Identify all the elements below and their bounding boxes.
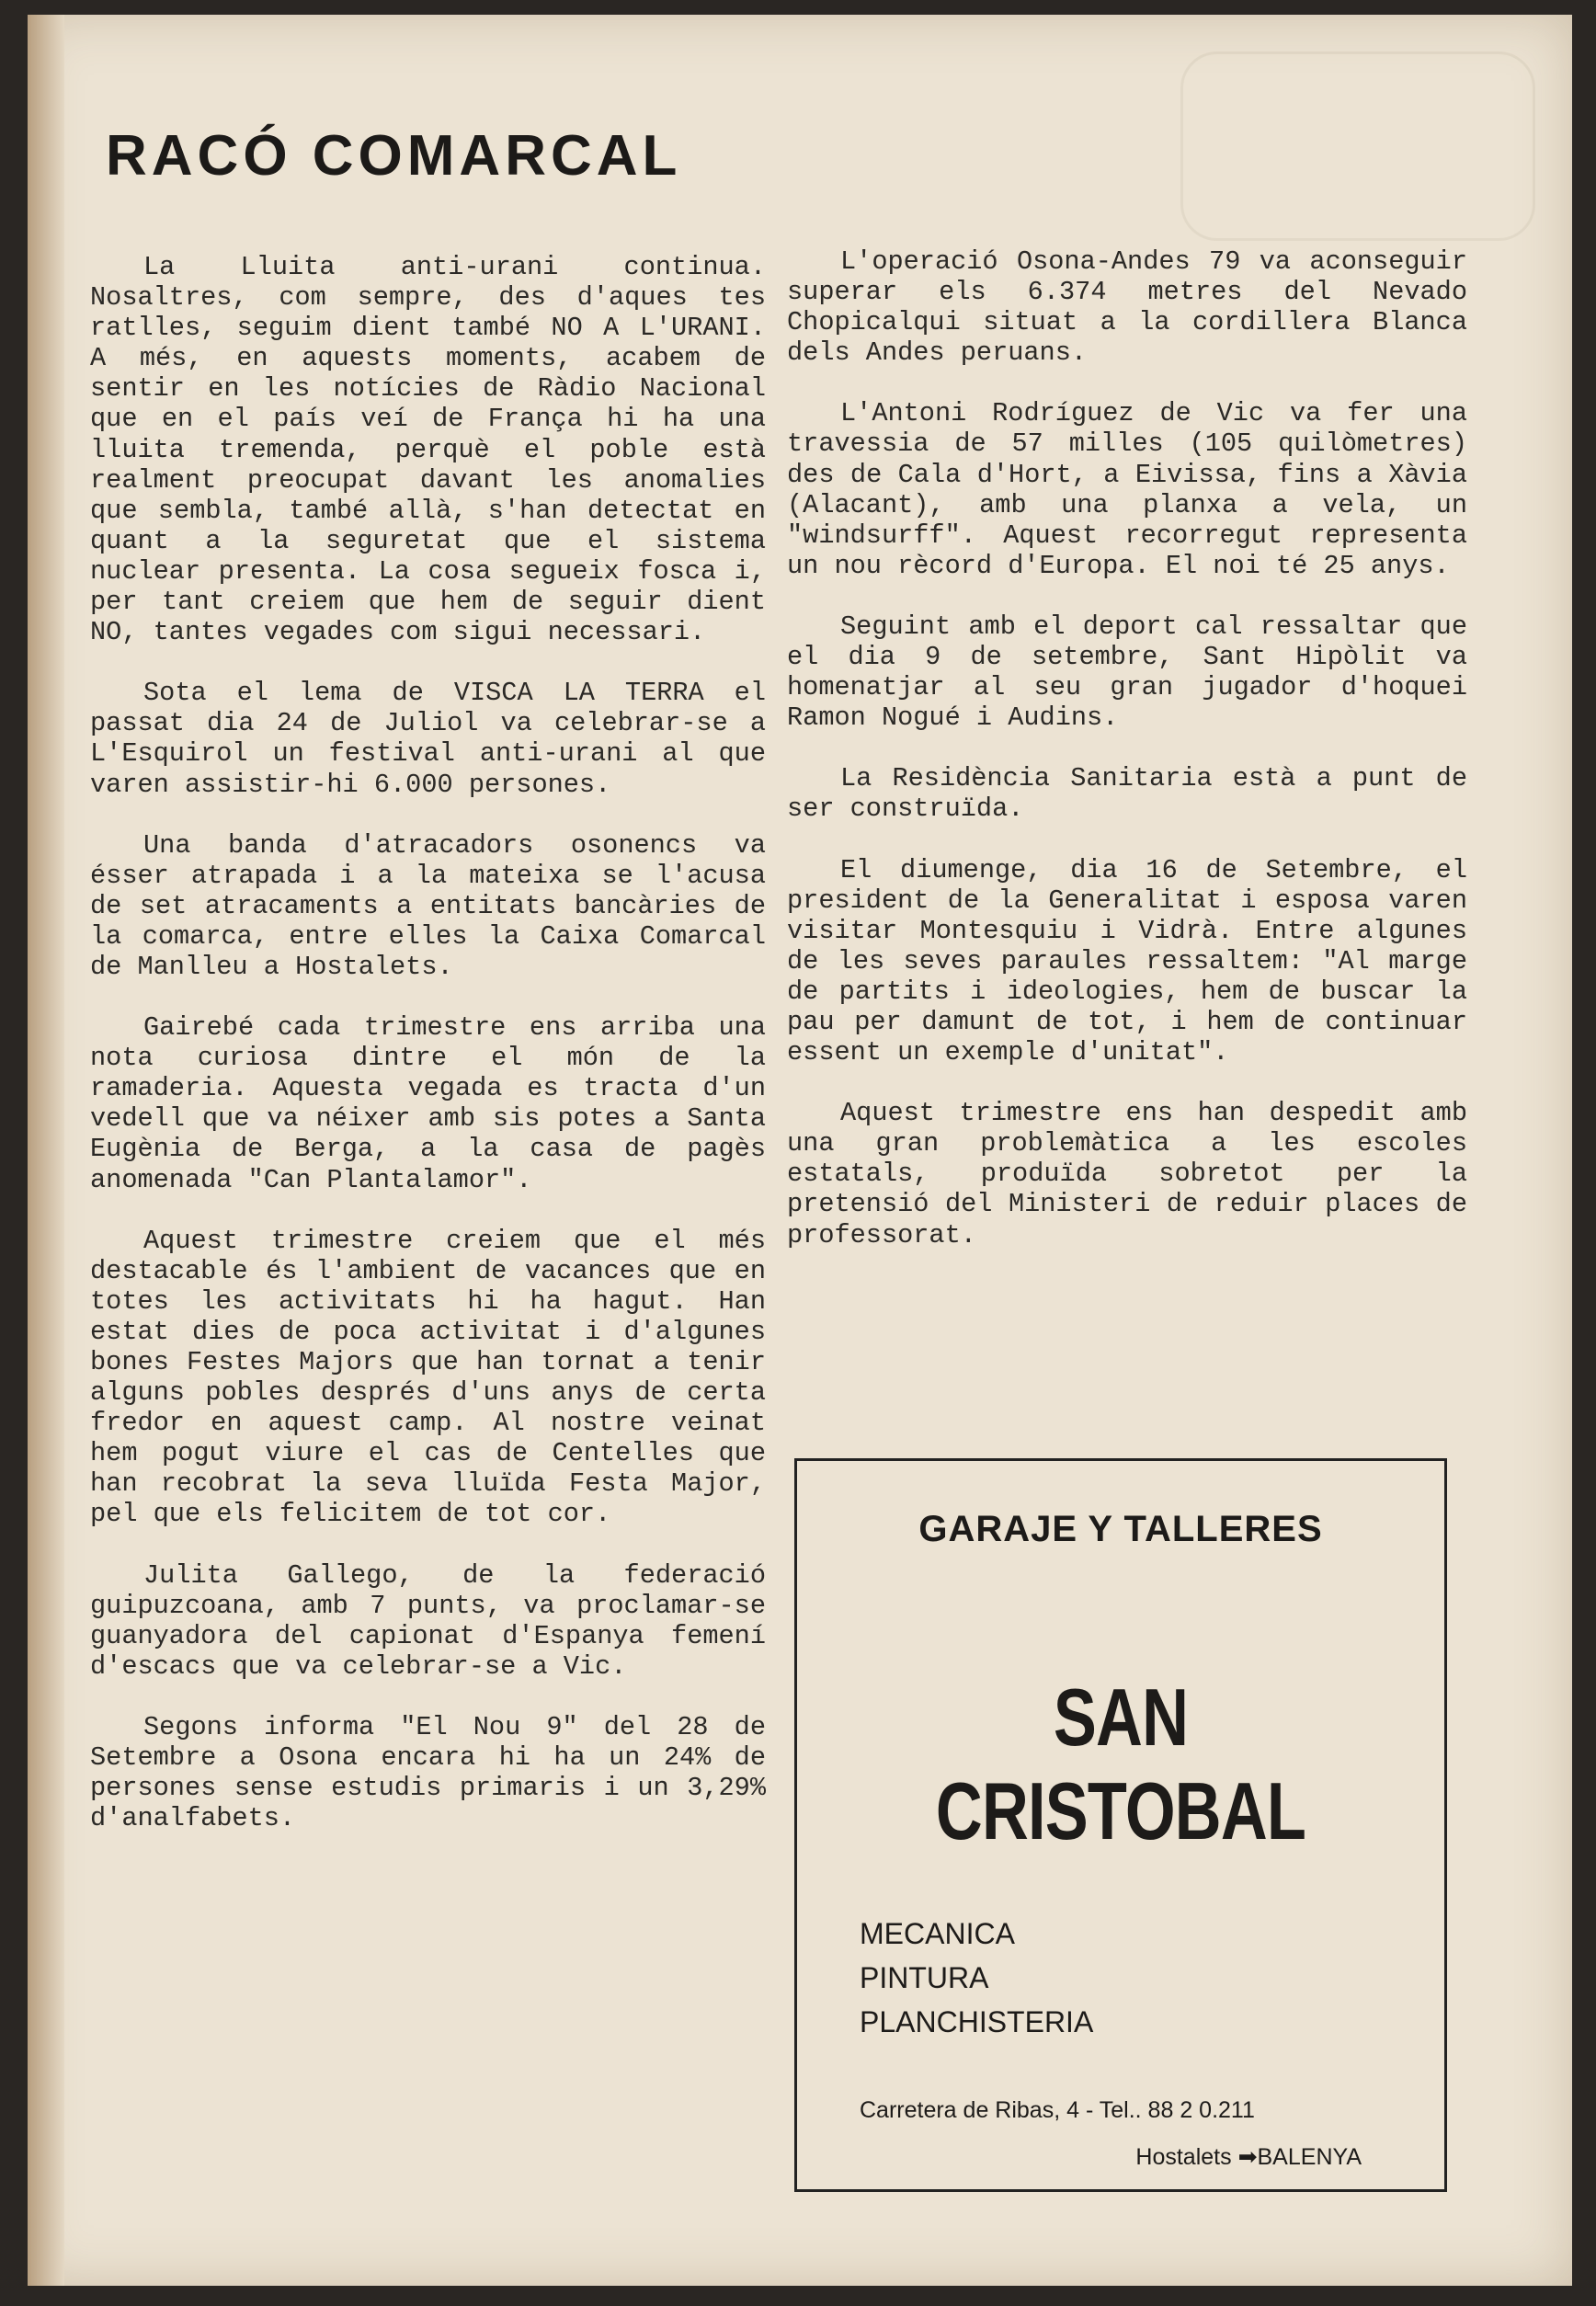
paragraph-generalitat: El diumenge, dia 16 de Setembre, el president de la Generalitat i esposa varen visitar Montesquiu i Vidrà. Entre algunes de les seves paraules ressaltem: "Al marge de partits i ideologies, hem de buscar la pau per damunt de tot, i hem de continuar essent un exemple d'unitat". <box>787 854 1467 1068</box>
paragraph-escoles: Aquest trimestre ens han despedit amb una gran problemàtica a les escoles estatals, produïda sobretot per la pretensió del Ministeri de reduir places de professorat. <box>787 1098 1467 1250</box>
ad-service-item: MECANICA <box>860 1917 1015 1950</box>
ad-business-name: SAN CRISTOBAL <box>935 1672 1306 1856</box>
paragraph-anti-urani: La Lluita anti-urani continua. Nosaltres, com sempre, des d'aques tes ratlles, seguim dient també NO A L'URANI. A més, en aquests moments, acabem de sentir en les notícies de Ràdio Nacional que en el país veí de França hi ha una lluita tremenda, perquè el poble està realment preocupat davant les anomalies que sembla, també allà, s'han detectat en quant a la seguretat que el sistema nuclear presenta. La cosa segueix fosca i, per tant creiem que hem de seguir dient NO, tantes vegades com sigui necessari. <box>90 252 766 648</box>
show-through-shape <box>1180 51 1535 241</box>
paragraph-hoquei: Seguint amb el deport cal ressaltar que el dia 9 de setembre, Sant Hipòlit va homenatjar al seu gran jugador d'hoquei Ramon Nogué i Audins. <box>787 611 1467 734</box>
page-title: RACÓ COMARCAL <box>106 124 682 188</box>
magazine-page <box>28 15 1572 2286</box>
advertisement-box <box>794 1458 1447 2192</box>
paragraph-estudis: Segons informa "El Nou 9" del 28 de Setembre a Osona encara hi ha un 24% de persones sense estudis primaris i un 3,29% d'analfabets. <box>90 1711 766 1834</box>
paragraph-osona-andes: L'operació Osona-Andes 79 va aconseguir superar els 6.374 metres del Nevado Chopicalqui situat a la cordillera Blanca dels Andes peruans. <box>787 246 1467 369</box>
ad-heading: GARAJE Y TALLERES <box>918 1509 1323 1549</box>
ad-service-item: PLANCHISTERIA <box>860 2005 1094 2038</box>
ad-services-list <box>860 1912 1093 2044</box>
paragraph-escacs: Julita Gallego, de la federació guipuzcoana, amb 7 punts, va proclamar-se guanyadora del capionat d'Espanya femení d'escacs que va celebrar-se a Vic. <box>90 1559 766 1682</box>
page-binding-edge <box>28 15 64 2286</box>
paragraph-atracadors: Una banda d'atracadors osonencs va ésser atrapada i a la mateixa se l'acusa de set atracaments a entitats bancàries de la comarca, entre elles la Caixa Comarcal de Manlleu a Hostalets. <box>90 829 766 982</box>
paragraph-windsurf: L'Antoni Rodríguez de Vic va fer una travessia de 57 milles (105 quilòmetres) des de Cala d'Hort, a Eivissa, fins a Xàvia (Alacant), amb una planxa a vela, un "windsurff". Aquest recorregut representa un nou rècord d'Europa. El noi té 25 anys. <box>787 398 1467 581</box>
ad-address: Carretera de Ribas, 4 - Tel.. 88 2 0.211 <box>860 2097 1255 2123</box>
paragraph-residencia: La Residència Sanitaria està a punt de ser construïda. <box>787 763 1467 825</box>
paragraph-ramaderia: Gairebé cada trimestre ens arriba una nota curiosa dintre el món de la ramaderia. Aquesta vegada es tracta d'un vedell que va néixer amb sis potes a Santa Eugènia de Berga, a la casa de pagès anomenada "Can Plantalamor". <box>90 1012 766 1195</box>
left-column <box>90 252 766 1864</box>
ad-service-item: PINTURA <box>860 1961 989 1994</box>
paragraph-vacances: Aquest trimestre creiem que el més destacable és l'ambient de vacances que en totes les activitats hi ha hagut. Han estat dies de poca activitat i d'algunes bones Festes Majors que han tornat a tenir alguns pobles després d'uns anys de certa fredor en aquest camp. Al nostre veinat hem pogut viure el cas de Centelles que han recobrat la seva lluïda Festa Major, pel que els felicitem de tot cor. <box>90 1225 766 1530</box>
ad-town: Hostalets ➡BALENYA <box>1135 2144 1362 2170</box>
paragraph-festival: Sota el lema de VISCA LA TERRA el passat dia 24 de Juliol va celebrar-se a L'Esquirol un festival anti-urani al que varen assistir-hi 6.000 persones. <box>90 678 766 800</box>
right-column <box>787 246 1467 1281</box>
